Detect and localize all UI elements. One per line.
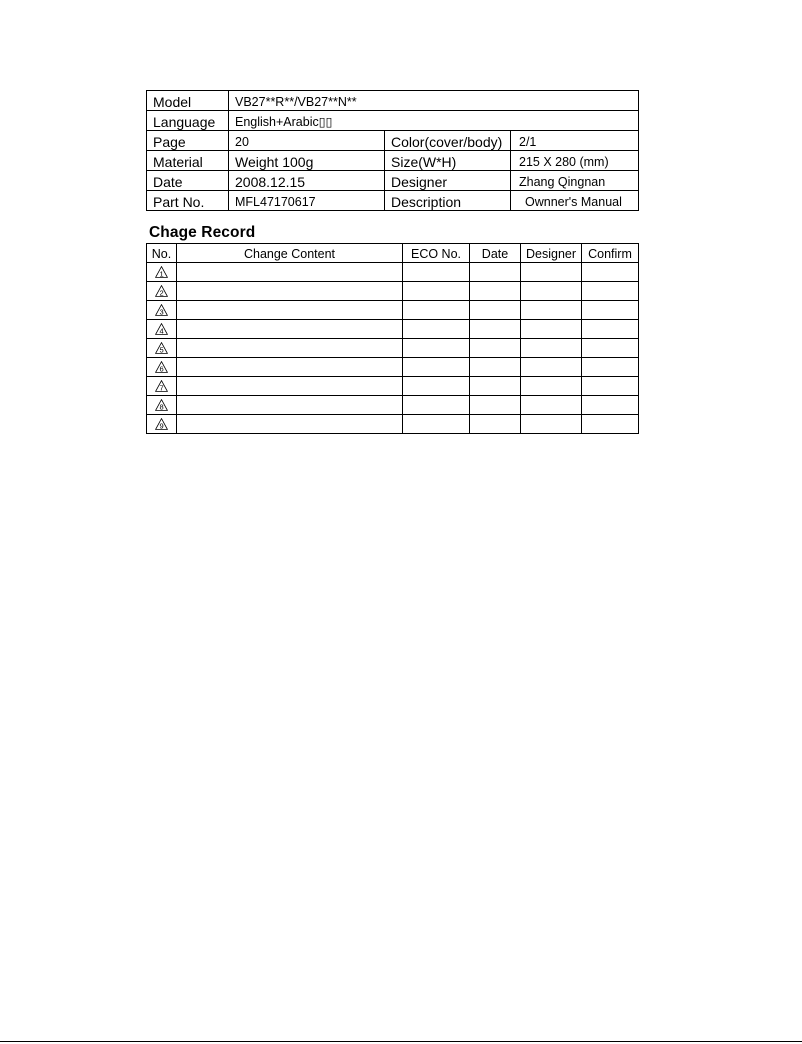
revision-number: 2 [159, 288, 164, 297]
eco-cell [403, 396, 470, 415]
row-number-cell [147, 396, 177, 415]
eco-cell [403, 301, 470, 320]
content-cell [177, 282, 403, 301]
size-label: Size(W*H) [385, 151, 511, 171]
spec-row-material [147, 151, 639, 171]
triangle-number-icon [155, 399, 168, 411]
color-value: 2/1 [511, 131, 639, 151]
table-row [147, 339, 639, 358]
row-number-cell [147, 339, 177, 358]
designer-label: Designer [385, 171, 511, 191]
content-cell [177, 396, 403, 415]
change-record-body [147, 263, 639, 434]
header-date: Date [470, 244, 521, 263]
confirm-cell [582, 282, 639, 301]
date-cell [470, 415, 521, 434]
date-cell [470, 377, 521, 396]
confirm-cell [582, 415, 639, 434]
description-value: Ownner's Manual [511, 191, 639, 211]
date-cell [470, 282, 521, 301]
table-row [147, 415, 639, 434]
eco-cell [403, 339, 470, 358]
eco-cell [403, 415, 470, 434]
content-cell [177, 301, 403, 320]
eco-cell [403, 358, 470, 377]
table-row [147, 263, 639, 282]
confirm-cell [582, 320, 639, 339]
triangle-number-icon [155, 361, 168, 373]
table-row [147, 358, 639, 377]
page-label: Page [147, 131, 229, 151]
designer-cell [521, 320, 582, 339]
triangle-number-icon [155, 418, 168, 430]
spec-row-part [147, 191, 639, 211]
header-confirm: Confirm [582, 244, 639, 263]
header-no: No. [147, 244, 177, 263]
table-row [147, 282, 639, 301]
row-number-cell [147, 377, 177, 396]
revision-number: 5 [159, 345, 164, 354]
row-number-cell [147, 358, 177, 377]
designer-value: Zhang Qingnan [511, 171, 639, 191]
designer-cell [521, 339, 582, 358]
designer-cell [521, 282, 582, 301]
revision-number: 3 [159, 307, 164, 316]
revision-number: 7 [159, 383, 164, 392]
date-cell [470, 320, 521, 339]
page-value: 20 [229, 131, 385, 151]
header-change-content: Change Content [177, 244, 403, 263]
spec-row-language [147, 111, 639, 131]
confirm-cell [582, 396, 639, 415]
triangle-number-icon [155, 323, 168, 335]
material-value: Weight 100g [229, 151, 385, 171]
part-label: Part No. [147, 191, 229, 211]
eco-cell [403, 263, 470, 282]
change-record-table [146, 243, 639, 434]
content-cell [177, 415, 403, 434]
header-eco-no: ECO No. [403, 244, 470, 263]
description-label: Description [385, 191, 511, 211]
color-label: Color(cover/body) [385, 131, 511, 151]
designer-cell [521, 396, 582, 415]
spec-row-date [147, 171, 639, 191]
designer-cell [521, 301, 582, 320]
row-number-cell [147, 282, 177, 301]
eco-cell [403, 377, 470, 396]
revision-number: 9 [159, 421, 164, 430]
triangle-number-icon [155, 285, 168, 297]
designer-cell [521, 415, 582, 434]
row-number-cell [147, 415, 177, 434]
row-number-cell [147, 263, 177, 282]
designer-cell [521, 358, 582, 377]
table-row [147, 377, 639, 396]
revision-number: 6 [159, 364, 164, 373]
designer-cell [521, 377, 582, 396]
date-value: 2008.12.15 [229, 171, 385, 191]
model-label: Model [147, 91, 229, 111]
page-bottom-rule [0, 1041, 802, 1042]
date-label: Date [147, 171, 229, 191]
confirm-cell [582, 339, 639, 358]
confirm-cell [582, 377, 639, 396]
change-record-header [147, 244, 639, 263]
spec-table [146, 90, 639, 211]
content-cell [177, 377, 403, 396]
confirm-cell [582, 301, 639, 320]
language-label: Language [147, 111, 229, 131]
model-value: VB27**R**/VB27**N** [229, 91, 639, 111]
date-cell [470, 263, 521, 282]
part-value: MFL47170617 [229, 191, 385, 211]
revision-number: 1 [159, 269, 164, 278]
content-cell [177, 263, 403, 282]
table-row [147, 396, 639, 415]
date-cell [470, 301, 521, 320]
eco-cell [403, 282, 470, 301]
revision-number: 4 [159, 326, 164, 335]
confirm-cell [582, 263, 639, 282]
table-row [147, 301, 639, 320]
content-cell [177, 339, 403, 358]
triangle-number-icon [155, 266, 168, 278]
date-cell [470, 358, 521, 377]
language-value: English+Arabic▯▯ [229, 111, 639, 131]
designer-cell [521, 263, 582, 282]
confirm-cell [582, 358, 639, 377]
revision-number: 8 [159, 402, 164, 411]
date-cell [470, 396, 521, 415]
content-cell [177, 320, 403, 339]
triangle-number-icon [155, 304, 168, 316]
triangle-number-icon [155, 380, 168, 392]
header-designer: Designer [521, 244, 582, 263]
date-cell [470, 339, 521, 358]
content-cell [177, 358, 403, 377]
spec-row-model [147, 91, 639, 111]
row-number-cell [147, 320, 177, 339]
triangle-number-icon [155, 342, 168, 354]
eco-cell [403, 320, 470, 339]
material-label: Material [147, 151, 229, 171]
size-value: 215 X 280 (mm) [511, 151, 639, 171]
row-number-cell [147, 301, 177, 320]
change-record-title: Chage Record [149, 224, 256, 241]
spec-row-page [147, 131, 639, 151]
table-row [147, 320, 639, 339]
